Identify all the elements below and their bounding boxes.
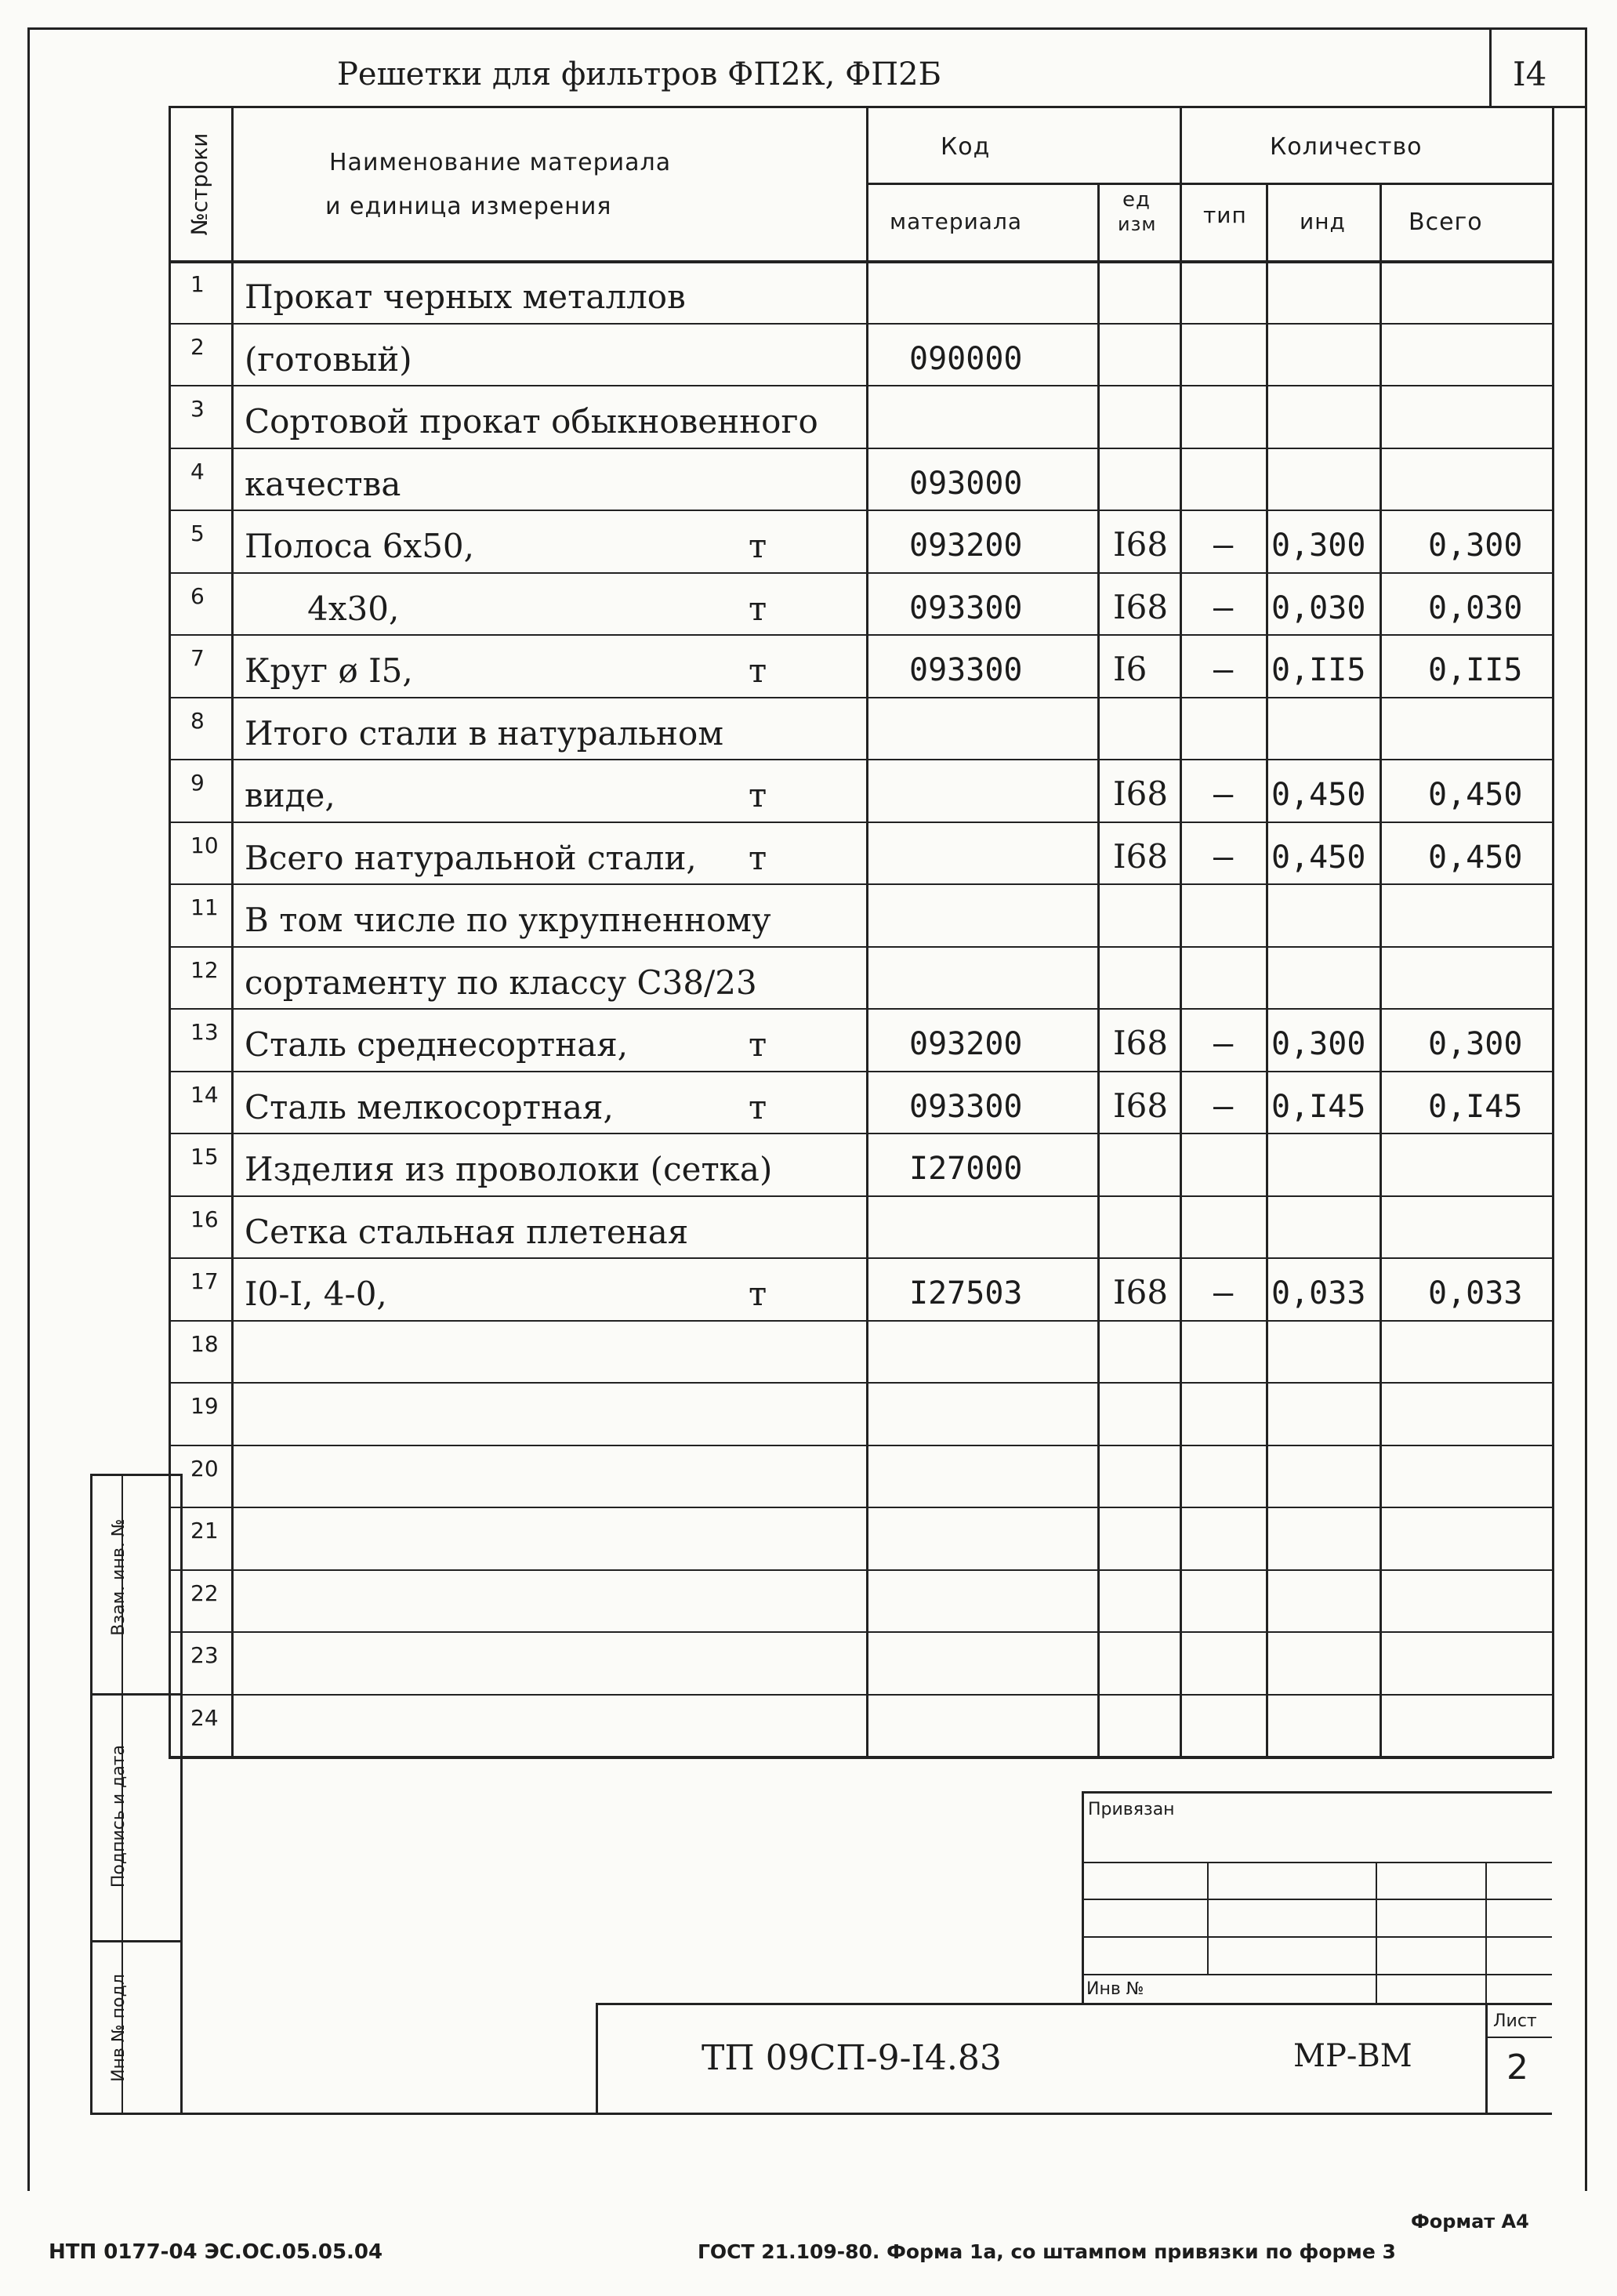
row-code: 093200 <box>909 1026 1023 1062</box>
footer-gost: ГОСТ 21.109-80. Форма 1а, со штампом привязки по форме 3 <box>698 2240 1396 2263</box>
table-row-line <box>169 822 1554 823</box>
row-unit-mark: т <box>749 1025 767 1064</box>
row-code: I27000 <box>909 1151 1023 1187</box>
row-type: – <box>1213 1086 1234 1125</box>
row-number: 12 <box>190 956 219 983</box>
row-ind: 0,450 <box>1271 777 1366 813</box>
header-unit-1: ед <box>1122 188 1151 212</box>
row-number: 22 <box>190 1580 219 1606</box>
table-row-line <box>169 634 1554 636</box>
row-unit-mark: т <box>749 589 767 628</box>
table-col-line <box>1266 183 1268 1758</box>
row-ind: 0,450 <box>1271 839 1366 876</box>
row-total: 0,030 <box>1428 589 1523 626</box>
row-name: Сортовой прокат обыкновенного <box>245 402 818 441</box>
row-total: 0,450 <box>1428 839 1523 876</box>
header-material-code: материала <box>890 209 1023 234</box>
header-name-line2: и единица измерения <box>325 193 612 220</box>
table-row-line <box>169 1694 1554 1696</box>
row-number: 17 <box>190 1268 219 1294</box>
row-number: 18 <box>190 1330 219 1357</box>
table-row-line <box>169 1257 1554 1259</box>
footer-left: НТП 0177-04 ЭС.ОС.05.05.04 <box>49 2240 383 2264</box>
row-unit-mark: т <box>749 651 767 690</box>
row-name: Круг ø I5, <box>245 651 413 690</box>
header-qty-group: Количество <box>1270 133 1423 161</box>
table-row-line <box>169 759 1554 760</box>
row-name: Сталь мелкосортная, <box>245 1087 614 1126</box>
row-total: 0,450 <box>1428 777 1523 813</box>
row-number: 1 <box>190 271 205 297</box>
row-name: Сталь среднесортная, <box>245 1025 629 1064</box>
table-row-line <box>169 1569 1554 1571</box>
row-number: 6 <box>190 582 205 609</box>
row-unit: I68 <box>1113 774 1169 813</box>
row-ind: 0,300 <box>1271 1026 1366 1062</box>
row-code: I27503 <box>909 1275 1023 1311</box>
row-type: – <box>1213 774 1234 813</box>
row-name: Сетка стальная плетеная <box>245 1212 689 1251</box>
row-number: 9 <box>190 770 205 796</box>
row-type: – <box>1213 1024 1234 1062</box>
row-total: 0,II5 <box>1428 652 1523 688</box>
header-qty-ind: инд <box>1300 209 1346 234</box>
stamp-privyazan: Привязан <box>1088 1800 1175 1819</box>
row-number: 8 <box>190 707 205 734</box>
row-code: 093000 <box>909 465 1023 502</box>
row-unit: I6 <box>1113 650 1147 688</box>
table-col-line <box>1180 106 1182 1758</box>
row-unit-mark: т <box>749 1275 767 1313</box>
row-unit-mark: т <box>749 527 767 565</box>
row-name: В том числе по укрупненному <box>245 901 771 939</box>
side-stamp-right-line <box>180 1474 183 2113</box>
table-row-line <box>169 883 1554 885</box>
stamp-inv-no: Инв № <box>1086 1979 1144 1999</box>
page-number: I4 <box>1513 55 1547 93</box>
row-number: 14 <box>190 1081 219 1108</box>
row-total: 0,033 <box>1428 1275 1523 1311</box>
row-ind: 0,II5 <box>1271 652 1366 688</box>
doc-block-top <box>596 2003 1552 2005</box>
row-name: I0-I, 4-0, <box>245 1275 387 1313</box>
row-name: качества <box>245 464 401 503</box>
row-ind: 0,033 <box>1271 1275 1366 1311</box>
row-number: 10 <box>190 832 219 858</box>
table-row-line <box>169 1631 1554 1633</box>
side-label-vzam: Взам. инв. № <box>109 1518 129 1636</box>
header-qty-total: Всего <box>1409 209 1483 236</box>
stamp-sheet-label: Лист <box>1493 2011 1537 2031</box>
table-row-line <box>169 1071 1554 1072</box>
row-unit-mark: т <box>749 776 767 814</box>
row-number: 2 <box>190 333 205 360</box>
row-total: 0,300 <box>1428 528 1523 564</box>
row-code: 093300 <box>909 652 1023 688</box>
table-row-line <box>169 1008 1554 1010</box>
row-unit: I68 <box>1113 587 1169 626</box>
header-mid-line <box>866 183 1552 185</box>
row-type: – <box>1213 587 1234 626</box>
table-col-line <box>169 106 171 1758</box>
row-number: 3 <box>190 396 205 422</box>
row-unit: I68 <box>1113 1086 1169 1125</box>
table-bottom-line <box>169 1756 1552 1759</box>
row-name: Полоса 6х50, <box>245 527 474 565</box>
row-number: 5 <box>190 520 205 546</box>
title-divider <box>1489 27 1492 106</box>
row-unit-mark: т <box>749 838 767 877</box>
table-row-line <box>169 510 1554 511</box>
table-row-line <box>169 448 1554 449</box>
header-code-group: Код <box>941 133 991 161</box>
row-type: – <box>1213 836 1234 876</box>
row-number: 7 <box>190 645 205 671</box>
table-row-line <box>169 385 1554 386</box>
stamp-sheet-number: 2 <box>1506 2048 1528 2087</box>
side-stamp-left-line <box>90 1474 92 2113</box>
row-code: 093200 <box>909 528 1023 564</box>
row-code: 093300 <box>909 1088 1023 1125</box>
row-code: 093300 <box>909 589 1023 626</box>
row-name: (готовый) <box>245 339 412 379</box>
row-unit: I68 <box>1113 836 1169 876</box>
row-unit-mark: т <box>749 1087 767 1126</box>
document-title: Решетки для фильтров ФП2К, ФП2Б <box>337 56 941 92</box>
table-row-line <box>169 1195 1554 1197</box>
table-row-line <box>169 946 1554 948</box>
row-type: – <box>1213 650 1234 688</box>
row-name: Итого стали в натуральном <box>245 713 724 753</box>
row-name: виде, <box>245 776 335 814</box>
title-bottom-line <box>169 106 1587 108</box>
row-number: 11 <box>190 894 219 920</box>
header-bottom-line <box>169 260 1554 263</box>
row-type: – <box>1213 1273 1234 1311</box>
row-number: 4 <box>190 458 205 484</box>
side-label-podpis: Подпись и дата <box>109 1744 129 1888</box>
row-name: сортаменту по классу С38/23 <box>245 963 757 1002</box>
table-row-line <box>169 1507 1554 1508</box>
row-name: Изделия из проволоки (сетка) <box>245 1150 773 1188</box>
row-unit: I68 <box>1113 1273 1169 1311</box>
row-number: 23 <box>190 1642 219 1668</box>
table-col-line <box>1097 183 1100 1758</box>
stamp-doc-code: ТП 09СП-9-I4.83 <box>702 2038 1002 2078</box>
table-row-line <box>169 323 1554 325</box>
table-row-line <box>169 572 1554 574</box>
row-name: 4х30, <box>245 589 400 628</box>
row-code: 090000 <box>909 340 1023 377</box>
footer-format: Формат А4 <box>1411 2211 1529 2233</box>
table-col-line <box>231 106 234 1758</box>
row-total: 0,I45 <box>1428 1088 1523 1125</box>
row-number: 16 <box>190 1206 219 1232</box>
row-name: Всего натуральной стали, <box>245 838 697 877</box>
row-number: 19 <box>190 1393 219 1419</box>
header-unit-2: изм <box>1118 213 1157 235</box>
row-number: 21 <box>190 1518 219 1543</box>
row-ind: 0,I45 <box>1271 1088 1366 1125</box>
row-ind: 0,030 <box>1271 589 1366 626</box>
table-row-line <box>169 1445 1554 1446</box>
row-type: – <box>1213 525 1234 564</box>
header-qty-type: тип <box>1203 202 1247 228</box>
row-unit: I68 <box>1113 1024 1169 1062</box>
table-right-line <box>1552 106 1554 1756</box>
table-row-line <box>169 1382 1554 1384</box>
table-col-line <box>866 106 868 1758</box>
header-row-label: №строки <box>187 132 212 236</box>
stamp-mark: МР-ВМ <box>1293 2038 1412 2074</box>
row-number: 13 <box>190 1019 219 1045</box>
header-name-line1: Наименование материала <box>329 149 672 176</box>
stamp-top-line <box>1082 1791 1552 1794</box>
row-number: 20 <box>190 1455 219 1482</box>
table-row-line <box>169 697 1554 698</box>
row-number: 24 <box>190 1704 219 1731</box>
row-total: 0,300 <box>1428 1026 1523 1062</box>
table-col-line <box>1380 183 1382 1758</box>
row-ind: 0,300 <box>1271 528 1366 564</box>
row-name: Прокат черных металлов <box>245 277 686 316</box>
row-number: 15 <box>190 1144 219 1170</box>
table-row-line <box>169 1133 1554 1134</box>
side-label-inv-podl: Инв № подл <box>109 1974 129 2082</box>
table-row-line <box>169 1320 1554 1322</box>
row-unit: I68 <box>1113 525 1169 564</box>
